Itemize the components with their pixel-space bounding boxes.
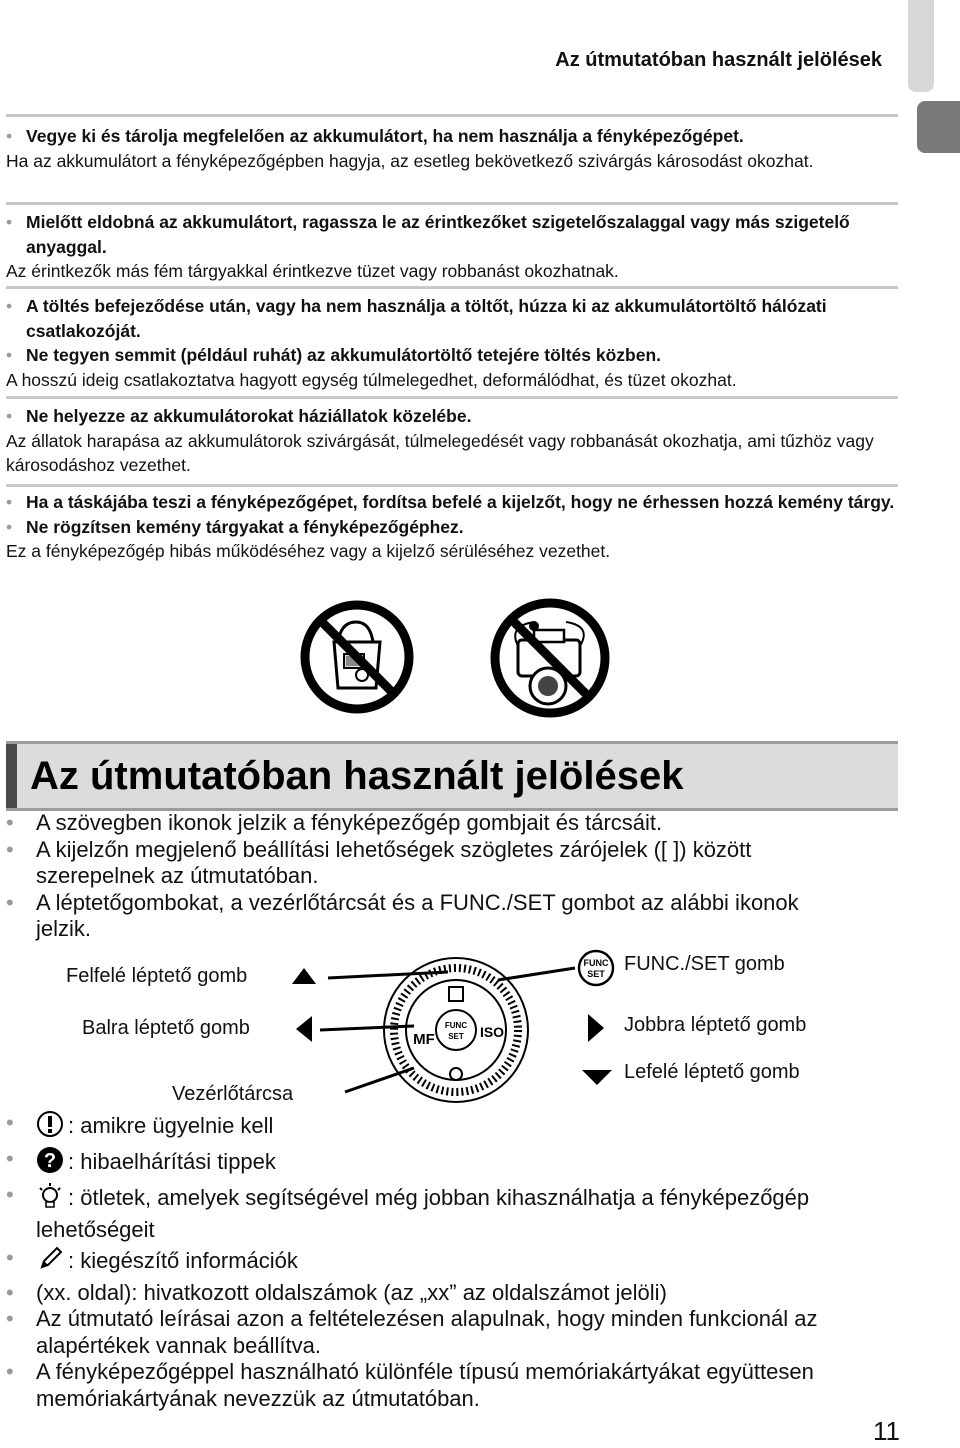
- warning-bold: • Ne tegyen semmit (például ruhát) az akkumulátortöltő tetejére töltés közben.: [6, 343, 898, 368]
- warning-item: [6, 404, 898, 478]
- up-arrow-icon: [292, 968, 316, 984]
- label-func-set-button: FUNC./SET gomb: [624, 953, 785, 975]
- section-header: [6, 741, 898, 811]
- warning-bold: • Ne rögzítsen kemény tárgyakat a fényképezőgéphez.: [6, 515, 898, 540]
- intro-list: [6, 810, 906, 943]
- separator: [6, 484, 898, 487]
- label-right-button: Jobbra léptető gomb: [624, 1014, 807, 1036]
- warning-text: A hosszú ideig csatlakoztatva hagyott egység túlmelegedhet, deformálódhat, és tüzet okozhat.: [6, 369, 737, 390]
- warning-text: Ez a fényképezőgép hibás működéséhez vagy a kijelző sérüléséhez vezethet.: [6, 541, 611, 561]
- list-item: • Az útmutató leírásai azon a feltételezésen alapulnak, hogy minden funkcionál az alapértékek vannak beállítva.: [6, 1306, 906, 1359]
- legend-caution-text: : amikre ügyelnie kell: [68, 1113, 274, 1139]
- down-arrow-icon: [582, 1070, 612, 1085]
- side-tab-light: [908, 0, 934, 92]
- legend-trouble-text: : hibaelhárítási tippek: [68, 1149, 276, 1175]
- svg-text:SET: SET: [448, 1032, 464, 1041]
- question-icon: [36, 1146, 64, 1181]
- svg-text:FUNC: FUNC: [444, 1021, 468, 1030]
- control-dial-diagram: [0, 940, 960, 1110]
- page-number: 11: [873, 1416, 900, 1446]
- warning-bold: • Vegye ki és tárolja megfelelően az akkumulátort, ha nem használja a fényképezőgépet.: [6, 124, 898, 149]
- section-header-accent: [6, 744, 17, 808]
- warning-bold: • Ha a táskájába teszi a fényképezőgépet, fordítsa befelé a kijelzőt, hogy ne érhessen hozzá kemény tárgy.: [6, 490, 898, 515]
- warning-item: [6, 124, 898, 173]
- warning-item: [6, 210, 898, 284]
- separator: [6, 202, 898, 205]
- list-item: • A szövegben ikonok jelzik a fényképezőgép gombjait és tárcsáit.: [6, 810, 906, 837]
- pencil-icon: [36, 1245, 64, 1280]
- no-bag-scratch-illustration: [298, 598, 416, 716]
- list-item: • A léptetőgombokat, a vezérlőtárcsát és a FUNC./SET gombot az alábbi ikonok jelzik.: [6, 890, 906, 943]
- legend-caution: [6, 1110, 906, 1144]
- svg-text:FUNC: FUNC: [583, 958, 609, 968]
- separator: [6, 396, 898, 399]
- warning-item: [6, 294, 898, 392]
- separator: [6, 114, 898, 117]
- section-title: Az útmutatóban használt jelölések: [30, 754, 684, 798]
- svg-text:SET: SET: [587, 969, 605, 979]
- label-control-dial: Vezérlőtárcsa: [172, 1083, 294, 1105]
- running-head: Az útmutatóban használt jelölések: [555, 49, 882, 71]
- list-item: • A kijelzőn megjelenő beállítási lehetőségek szögletes zárójelek ([ ]) között szerepelnek az útmutatóban.: [6, 837, 906, 890]
- warning-bold: • A töltés befejeződése után, vagy ha nem használja a töltőt, húzza ki az akkumulátortöltő hálózati csatlakozóját.: [6, 294, 898, 343]
- warning-text: Az állatok harapása az akkumulátorok szivárgását, túlmelegedését vagy robbanását okozhatja, ami tűzhöz vagy károsodáshoz vezethet.: [6, 430, 874, 475]
- svg-text:?: • ?: [43, 1150, 57, 1172]
- lightbulb-icon: [36, 1182, 64, 1217]
- label-down-button: Lefelé léptető gomb: [624, 1061, 800, 1083]
- legend-tips-text: : ötletek, amelyek segítségével még jobban kihasználhatja a fényképezőgép lehetőségeit: [36, 1185, 810, 1242]
- legend-list: [6, 1110, 906, 1412]
- legend-trouble: [6, 1146, 906, 1180]
- caution-icon: [36, 1110, 64, 1145]
- legend-info-text: : kiegészítő információk: [68, 1248, 298, 1274]
- warning-text: Az érintkezők más fém tárgyakkal érintkezve tüzet vagy robbanást okozhatnak.: [6, 261, 619, 281]
- svg-text:ISO: ISO: [479, 1024, 505, 1040]
- warning-text: Ha az akkumulátort a fényképezőgépben hagyja, az esetleg bekövetkező szivárgás károsodást okozhat.: [6, 150, 814, 171]
- label-up-button: Felfelé léptető gomb: [66, 965, 248, 987]
- warning-bold: • Mielőtt eldobná az akkumulátort, ragassza le az érintkezőket szigetelőszalaggal vagy más szigetelő anyaggal.: [6, 210, 898, 259]
- warning-item: [6, 490, 898, 564]
- right-arrow-icon: [588, 1014, 604, 1042]
- legend-info: [6, 1245, 906, 1280]
- no-hard-objects-illustration: [488, 596, 612, 720]
- func-set-icon: [579, 951, 613, 985]
- list-item: • (xx. oldal): hivatkozott oldalszámok (az „xx” az oldalszámot jelöli): [6, 1280, 906, 1307]
- svg-text:MF: MF: [413, 1031, 435, 1048]
- left-arrow-icon: [296, 1016, 312, 1042]
- legend-tips: [6, 1182, 906, 1243]
- label-left-button: Balra léptető gomb: [82, 1017, 250, 1039]
- separator: [6, 286, 898, 289]
- side-tab-section-marker: [917, 101, 960, 153]
- list-item: • A fényképezőgéppel használható különféle típusú memóriakártyákat együttesen memóriakártyának nevezzük az útmutatóban.: [6, 1359, 906, 1412]
- warning-bold: • Ne helyezze az akkumulátorokat háziállatok közelébe.: [6, 404, 898, 429]
